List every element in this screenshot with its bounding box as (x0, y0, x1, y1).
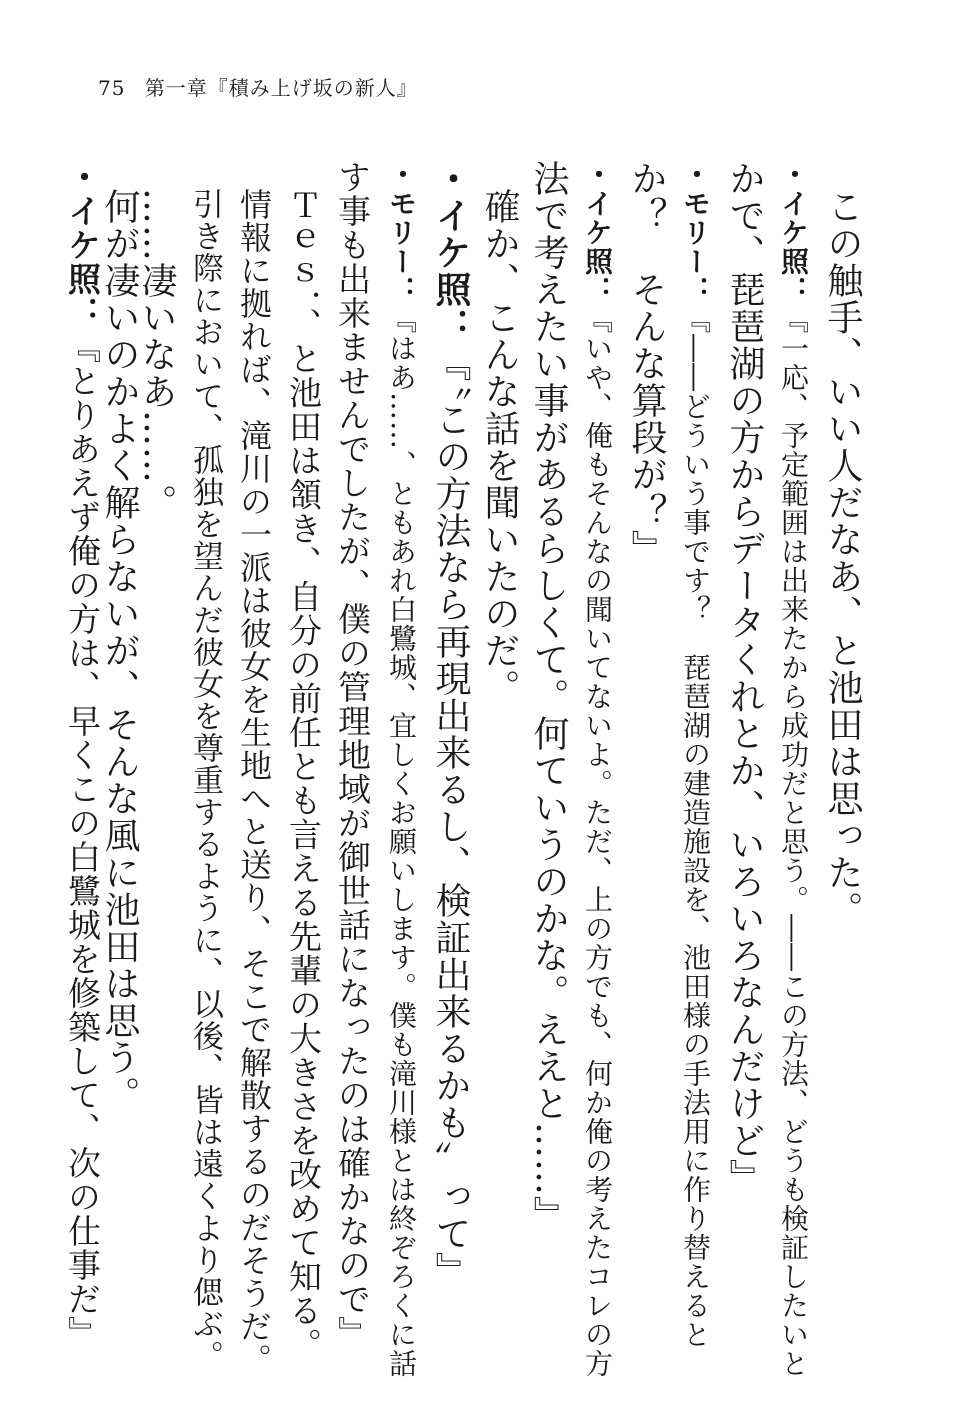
line-text: 『とりあえず俺の方は、早くこの白鷺城を修築して、次の仕事だ』 (63, 330, 102, 1350)
line-text: す事も出来ませんでしたが、僕の管理地域が御世話になったのは確かなので』 (333, 160, 372, 1350)
line-speaker: ・イケ照： (777, 160, 810, 305)
text-line (379, 160, 423, 1378)
line-text: か？ そんな算段が？』 (626, 160, 667, 567)
text-line (624, 160, 668, 567)
text-line (673, 160, 717, 1349)
line-text: 『〝この方法なら再現出来るし、検証出来るかも〟って』 (430, 345, 471, 1289)
line-speaker: ・イケ照： (581, 160, 614, 305)
line-text: 法で考えたい事があるらしくて。何ていうのかな。ええと……』 (528, 160, 569, 1233)
text-line (820, 188, 864, 928)
text-line (60, 160, 104, 1350)
line-text: この触手、いい人だなあ、と池田は思った。 (822, 188, 863, 928)
line-text: Ｔｅｓ．、と池田は頷き、自分の前任とも言える先輩の大きさを改めて知る。 (284, 188, 323, 1362)
body-text (0, 160, 960, 1380)
text-line (771, 160, 815, 1378)
running-header (98, 72, 418, 101)
text-line (477, 188, 521, 706)
text-line (281, 188, 325, 1362)
line-speaker: ・イケ照： (63, 160, 102, 330)
line-text: 『いや、俺もそんなの聞いてないよ。ただ、上の方でも、何か俺の考えたコレの方 (581, 305, 614, 1378)
line-text: 『――どういう事です？ 琵琶湖の建造施設を、池田様の手法用に作り替えると (679, 305, 712, 1349)
text-line (232, 188, 276, 1376)
line-text: ……凄いなあ……。 (136, 188, 177, 521)
line-speaker: ・モリー： (679, 160, 712, 305)
text-line (428, 160, 472, 1289)
line-text: 引き際において、孤独を望んだ彼女を尊重するように、以後、皆は遠くより偲ぶ。 (187, 188, 223, 1372)
text-line (183, 188, 227, 1372)
line-text: 情報に拠れば、滝川の一派は彼女を生地へと送り、そこで解散するのだそうだ。 (235, 188, 273, 1376)
line-text: 『はあ……、ともあれ白鷺城、宜しくお願いします。僕も滝川様とは終ぞろくに話 (385, 305, 418, 1378)
text-line (526, 160, 570, 1233)
line-text: 『一応、予定範囲は出来たから成功だと思う。――この方法、どうも検証したいと (777, 305, 810, 1378)
text-line (330, 160, 374, 1350)
text-line (722, 160, 766, 1196)
chapter-title: 第一章『積み上げ坂の新人』 (144, 76, 418, 100)
page-number: 75 (98, 76, 126, 100)
line-speaker: ・モリー： (385, 160, 418, 305)
line-text: 確か、こんな話を聞いたのだ。 (479, 188, 520, 706)
line-text: 何が凄いのかよく解らないが、そんな風に池田は思う。 (99, 188, 140, 1113)
text-line (575, 160, 619, 1378)
line-text: かで、琵琶湖の方からデータくれとか、いろいろなんだけど』 (724, 160, 765, 1196)
line-speaker: ・イケ照： (430, 160, 471, 345)
